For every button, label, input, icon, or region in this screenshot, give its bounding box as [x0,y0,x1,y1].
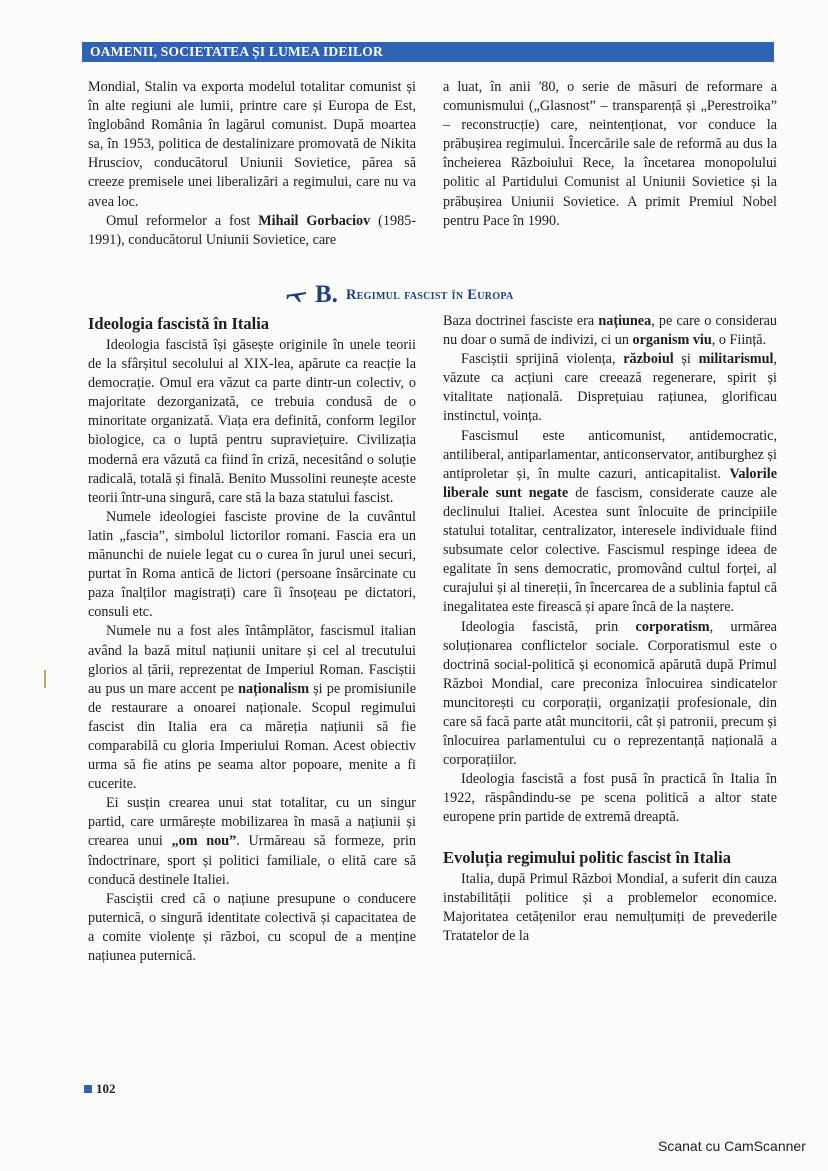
text-run: Omul reformelor a fost [106,212,259,229]
page-number-text: 102 [96,1081,116,1096]
paragraph [443,427,777,618]
right-column-bottom [443,312,777,946]
page-number [84,1081,116,1097]
section-title: Regimul fascist în Europa [345,286,514,303]
text-run: , urmărea soluționarea conflictelor sociale. Corporatismul este o doctrină social-politică și economică apărută după Primul Război Mondial, care preconiza înlocuirea sindicatelor muncitorești cu corporații, organizații profesionale, din care să facă parte atât muncitorii, cât și patronii, precum și înlocuirea parlamentului cu o reprezentanță națională a corporațiilor. [443,618,777,769]
right-column-top [443,78,777,231]
paragraph [443,350,777,426]
bold-term: Mihail Gorbaciov [258,212,371,229]
text-run: și [673,351,699,368]
text-run: Fascismul este anticomunist, antidemocratic, antiliberal, antiparlamentar, anticonservator, antiburghez și antiproletar și, în multe cazuri, anticapitalist. [443,427,777,482]
paragraph: Ideologia fascistă își găsește originile în unele teorii de la sfârșitul secolului al XIX-lea, apărute ca reacție la democrație. Omul era văzut ca parte dintr-un colectiv, o majoritate dezorganizată, ce trebuia condusă de o minoritate organizată. Viața era definită, conform legilor biologice, ca o luptă pentru supraviețuire. Civilizația modernă era văzută ca fiind în criză, necesitând o soluție radicală, totală și finală. Benito Mussolini reunește aceste teorii într-una singură, care stă la baza statului fascist. [88,337,416,506]
text-run: , pe care o considerau nu doar o sumă de indivizi, ci un [443,313,777,349]
text-run: , o Ființă. [711,332,767,349]
airplane-icon [285,286,307,304]
paragraph: Italia, după Primul Război Mondial, a suferit din cauza instabilității politice și a problemelor economice. Majoritatea cetățenilor erau nemulțumiți de prevederile Tratatelor de la [443,870,777,944]
bold-term: organism viu [632,332,712,349]
left-column-top [88,78,416,250]
square-bullet-icon [84,1085,92,1093]
bold-term: corporatism [635,618,710,635]
chapter-header: OAMENII, SOCIETATEA ȘI LUMEA IDEILOR [82,42,774,62]
text-run: Numele nu a fost ales întâmplător, fascismul italian având la bază mitul națiunii unitare și cel al trecutului glorios al țării, reprezentat de Imperiul Roman. Fasciștii au pus un mare accent pe [88,623,416,697]
text-run: Ei susțin crearea unui stat totalitar, cu un singur partid, care urmărește mobilizarea în masă a națiunii și crearea unui [88,795,416,850]
paragraph: Numele ideologiei fasciste provine de la cuvântul latin „fascia”, simbolul lictorilor romani. Fascia era un mănunchi de nuiele legat cu o curea în jurul unei securi, purtat în Roma antică de lictori (persoane însărcinate cu paza înalților magistrați) care îi însoțeau pe dictatori, consuli etc. [88,508,416,621]
left-column-bottom [88,314,416,966]
subheading: Ideologia fascistă în Italia [88,314,270,333]
bold-term: războiul [623,351,674,368]
bold-term: națiunea [598,313,652,329]
section-letter: B. [315,281,338,308]
bold-term: „om nou” [171,833,237,850]
bold-term: naționalism [238,680,310,697]
text-run: . Urmăreau să formeze, prin îndoctrinare, sport și politici familiale, o elită care să conducă destinele Italiei. [88,833,416,888]
bold-term: Valorile liberale sunt negate [443,465,777,501]
paragraph [88,794,416,889]
text-run: de fascism, considerate cauze ale declinului Italiei. Acestea sunt înlocuite de principiile statului totalitar, centralizator, interesele individuale fiind subsumate celor colective. Fascismul respinge ideea de egalitate în sens democratic, promovând cultul forței, al curajului și al tinereții, în încercarea de a sublinia faptul că inegalitatea este firească și apare încă de la naștere. [443,484,778,616]
text-run: Ideologia fascistă, prin [461,618,636,635]
subheading: Evoluția regimului politic fascist în Italia [443,847,732,867]
scanner-watermark: Scanat cu CamScanner [658,1138,806,1154]
paragraph: Mondial, Stalin va exporta modelul totalitar comunist și în alte regiuni ale lumii, printre care și Europa de Est, înglobând România în lagărul comunist. După moartea sa, în 1953, politica de destalinizare promovată de Nikita Hrusciov, conducătorul Uniunii Sovietice, părea să creeze premisele unei liberalizări a regimului, care nu va avea loc. [88,79,416,210]
text-run: și pe promisiunile de restaurare a onoarei naționale. Scopul regimului fascist din Italia era ca măreția națiunii să fie comparabilă cu gloria Imperiului Roman. Acest obiectiv urma să fie atins pe seama altor popoare, menite a fi cucerite. [88,680,416,793]
text-run: , văzute ca acțiuni care creează regenerare, spirit și vitalitate națională. Disprețuiau rațiunea, glorificau instinctul, voința. [443,351,777,425]
paragraph: a luat, în anii '80, o serie de măsuri de reformare a comunismului („Glasnost” – transparență și „Perestroika” – reconstrucție) care, neintenționat, vor conduce la prăbușirea regimului. Încercările sale de reformă au dus la încheierea Războiului Rece, la încetarea monopolului politic al Partidului Comunist al Uniunii Sovietice și la prăbușirea Uniunii Sovietice. A primit Premiul Nobel pentru Pace în 1990. [443,79,777,229]
margin-mark [44,670,46,688]
paragraph: Ideologia fascistă a fost pusă în practică în Italia în 1922, răspândindu-se pe scena politică a altor state europene prin partide de extremă dreaptă. [443,771,777,826]
text-run: (1985-1991), conducătorul Uniunii Sovietice, care [88,212,416,248]
paragraph [88,622,416,794]
section-heading [285,282,605,308]
paragraph [443,312,777,350]
paragraph [88,212,416,250]
bold-term: militarismul [698,351,774,368]
text-run: Fasciștii sprijină violența, [461,351,624,368]
paragraph: Fasciștii cred că o națiune presupune o conducere puternică, o singură identitate colectivă și capacitatea de a comite violențe și război, cu scopul de a menține națiunea puternică. [88,890,416,964]
text-run: Baza doctrinei fasciste era [443,313,599,329]
paragraph [443,618,777,771]
